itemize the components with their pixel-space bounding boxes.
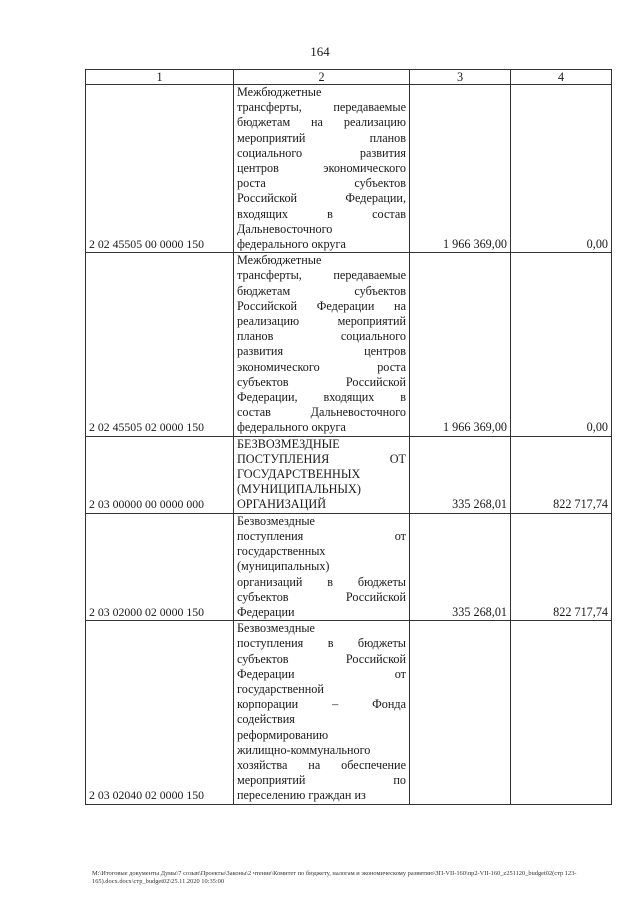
description-line: реализацию мероприятий: [237, 314, 406, 329]
description-line: ПОСТУПЛЕНИЯ ОТ: [237, 451, 406, 466]
item-description: [234, 253, 410, 436]
description-line: субъектов Российской: [237, 374, 406, 389]
description-line: Российской Федерации на: [237, 298, 406, 313]
table-row: [86, 253, 612, 436]
page-number: 164: [310, 44, 330, 59]
description-line: роста субъектов: [237, 176, 406, 191]
header-row: [86, 70, 612, 85]
description-line: субъектов Российской: [237, 651, 406, 666]
description-line: входящих в состав: [237, 206, 406, 221]
table-row: [86, 85, 612, 253]
description-line: развития центров: [237, 344, 406, 359]
description-line: центров экономического: [237, 161, 406, 176]
description-line: организаций в бюджеты: [237, 574, 406, 589]
description-line: корпорации – Фонда: [237, 697, 406, 712]
column-header-4: 4: [511, 70, 612, 85]
file-path-footer: M:\Итоговые документы Думы\7 созыв\Проекты\Законы\2 чтение\Комитет по бюджету, налогам и экономическому развитию\ЗП-VII-160\пр2-VII-160_z251120_budget02(стр 123-165).docx.docx\стр_budget02\25.11.2020 10:35:00: [92, 870, 577, 885]
amount-col4: 0,00: [511, 253, 612, 436]
amount-col3: 335 268,01: [410, 513, 511, 620]
table-row: [86, 513, 612, 620]
description-line: поступления в бюджеты: [237, 636, 406, 651]
description-line: Федерации, входящих в: [237, 390, 406, 405]
table-row: [86, 436, 612, 513]
description-line: состав Дальневосточного: [237, 405, 406, 420]
description-line: поступления от: [237, 528, 406, 543]
description-line: экономического роста: [237, 359, 406, 374]
description-line: содействия: [237, 712, 295, 727]
item-description: [234, 85, 410, 253]
budget-code: 2 03 00000 00 0000 000: [86, 436, 234, 513]
column-header-3: 3: [410, 70, 511, 85]
description-line: хозяйства на обеспечение: [237, 757, 406, 772]
description-line: БЕЗВОЗМЕЗДНЫЕ: [237, 436, 340, 451]
amount-col3: [410, 621, 511, 804]
item-description: [234, 436, 410, 513]
description-line: трансферты, передаваемые: [237, 268, 406, 283]
amount-col4: [511, 621, 612, 804]
description-line: Федерации: [237, 604, 295, 619]
description-line: бюджетам на реализацию: [237, 115, 406, 130]
amount-col4: 822 717,74: [511, 436, 612, 513]
description-line: ОРГАНИЗАЦИЙ: [237, 497, 327, 512]
description-line: социального развития: [237, 145, 406, 160]
amount-col4: 0,00: [511, 85, 612, 253]
budget-code: 2 03 02040 02 0000 150: [86, 621, 234, 804]
column-header-1: 1: [86, 70, 234, 85]
description-line: субъектов Российской: [237, 589, 406, 604]
description-line: (МУНИЦИПАЛЬНЫХ): [237, 482, 361, 497]
budget-code: 2 02 45505 00 0000 150: [86, 85, 234, 253]
item-description: [234, 513, 410, 620]
description-line: планов социального: [237, 329, 406, 344]
description-line: (муниципальных): [237, 559, 330, 574]
description-line: Дальневосточного: [237, 221, 333, 236]
description-line: государственных: [237, 544, 326, 559]
description-line: жилищно-коммунального: [237, 742, 371, 757]
description-line: переселению граждан из: [237, 788, 366, 803]
description-line: Межбюджетные: [237, 85, 322, 99]
amount-col3: 335 268,01: [410, 436, 511, 513]
description-line: мероприятий по: [237, 773, 406, 788]
description-line: ГОСУДАРСТВЕННЫХ: [237, 467, 361, 482]
table-row: [86, 621, 612, 804]
description-line: государственной: [237, 681, 324, 696]
amount-col3: 1 966 369,00: [410, 85, 511, 253]
description-line: федерального округа: [237, 237, 346, 252]
amount-col3: 1 966 369,00: [410, 253, 511, 436]
budget-code: 2 02 45505 02 0000 150: [86, 253, 234, 436]
description-line: федерального округа: [237, 420, 346, 435]
description-line: бюджетам субъектов: [237, 283, 406, 298]
column-header-2: 2: [234, 70, 410, 85]
budget-table: [85, 69, 612, 805]
amount-col4: 822 717,74: [511, 513, 612, 620]
budget-code: 2 03 02000 02 0000 150: [86, 513, 234, 620]
description-line: реформированию: [237, 727, 329, 742]
description-line: Федерации от: [237, 666, 406, 681]
description-line: Безвозмездные: [237, 621, 315, 636]
item-description: [234, 621, 410, 804]
description-line: Межбюджетные: [237, 253, 322, 268]
description-line: Безвозмездные: [237, 513, 315, 528]
description-line: Российской Федерации,: [237, 191, 406, 206]
description-line: трансферты, передаваемые: [237, 100, 406, 115]
description-line: мероприятий планов: [237, 130, 406, 145]
